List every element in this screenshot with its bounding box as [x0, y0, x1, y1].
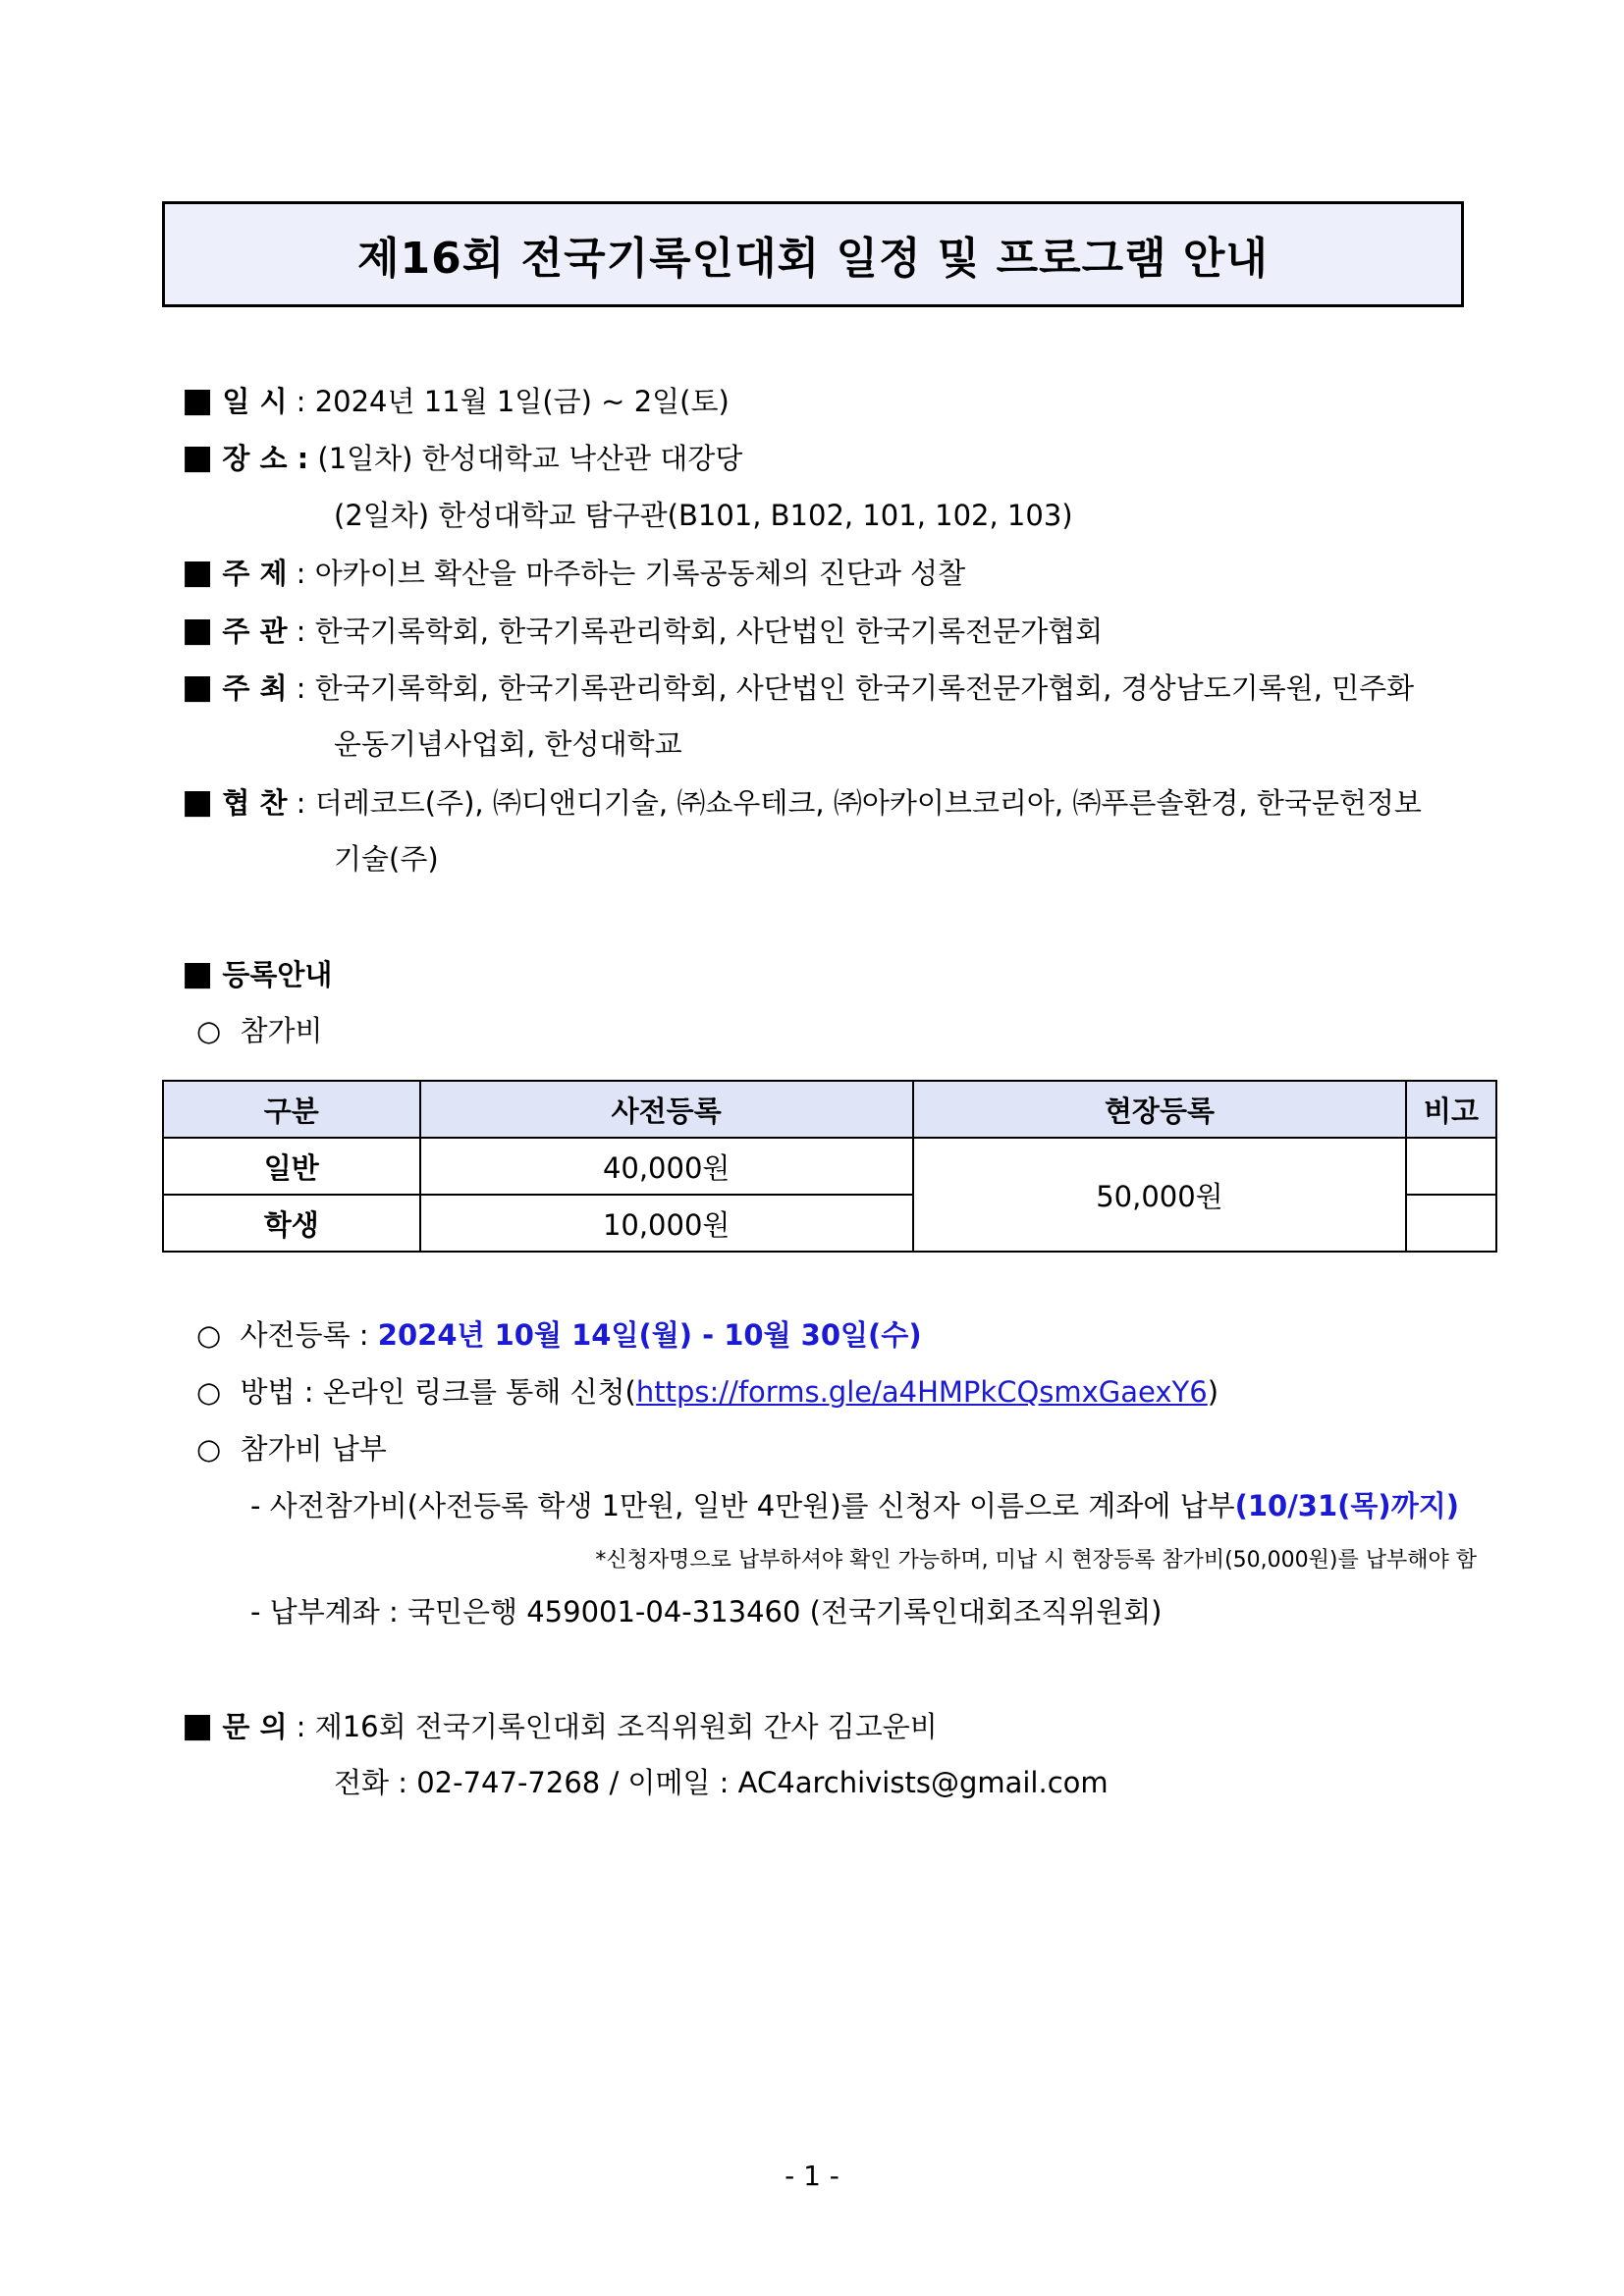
- table-row: [163, 1138, 1496, 1195]
- fee-table: [162, 1080, 1497, 1253]
- info-organizer: ■ 주 관 : 한국기록학회, 한국기록관리학회, 사단법인 한국기록전문가협회: [182, 611, 1104, 650]
- square-bullet: ■: [182, 1706, 214, 1745]
- contact-line: ■ 문 의 : 제16회 전국기록인대회 조직위원회 간사 김고운비: [182, 1706, 938, 1745]
- square-bullet: ■: [182, 667, 214, 707]
- row-category: 일반: [163, 1138, 420, 1195]
- payment-deadline: (10/31(목)까지): [1234, 1489, 1459, 1522]
- sponsor-label: 협 찬: [222, 786, 288, 820]
- venue-value-1: (1일차) 한성대학교 낙산관 대강당: [317, 442, 743, 475]
- theme-value: 아카이브 확산을 마주하는 기록공동체의 진단과 성찰: [314, 557, 966, 590]
- method-close: ): [1207, 1375, 1219, 1409]
- date-value: 2024년 11월 1일(금) ~ 2일(토): [314, 385, 730, 418]
- page-number: - 1 -: [785, 2160, 839, 2192]
- row-note: [1406, 1138, 1496, 1195]
- title-box: [162, 201, 1464, 307]
- info-sponsor: ■ 협 찬 : 더레코드(주), ㈜디앤디기술, ㈜쇼우테크, ㈜아카이브코리아, ㈜푸른솔환경, 한국문헌정보: [182, 782, 1422, 822]
- header-note: 비고: [1406, 1081, 1496, 1138]
- info-host: ■ 주 최 : 한국기록학회, 한국기록관리학회, 사단법인 한국기록전문가협회, 경상남도기록원, 민주화: [182, 667, 1415, 707]
- row-pre-fee: 40,000원: [420, 1138, 913, 1195]
- square-bullet: ■: [182, 438, 214, 477]
- fee-table-header: [163, 1081, 1496, 1138]
- method-line: [196, 1372, 1218, 1412]
- row-note: [1406, 1195, 1496, 1252]
- circle-bullet: ○: [196, 1014, 222, 1047]
- row-pre-fee: 10,000원: [420, 1195, 913, 1252]
- circle-bullet: ○: [196, 1318, 222, 1352]
- pre-registration-label: 사전등록 :: [240, 1318, 369, 1352]
- sponsor-value-2: 기술(주): [334, 842, 439, 876]
- venue-label: 장 소 :: [222, 442, 309, 475]
- payment-heading: [196, 1429, 387, 1468]
- info-theme: ■ 주 제 : 아카이브 확산을 마주하는 기록공동체의 진단과 성찰: [182, 553, 966, 592]
- circle-bullet: ○: [196, 1375, 222, 1409]
- payment-text: - 사전참가비(사전등록 학생 1만원, 일반 4만원)를 신청자 이름으로 계좌에 납부: [250, 1489, 1235, 1522]
- square-bullet: ■: [182, 381, 214, 420]
- square-bullet: ■: [182, 954, 214, 993]
- registration-heading: [182, 954, 332, 994]
- fee-heading: [196, 1011, 323, 1050]
- theme-label: 주 제: [222, 557, 288, 590]
- row-category: 학생: [163, 1195, 420, 1252]
- host-label: 주 최: [222, 671, 288, 705]
- pre-registration-line: [196, 1315, 922, 1355]
- contact-value-2: 전화 : 02-747-7268 / 이메일 : AC4archivists@gmail.com: [334, 1766, 1109, 1799]
- registration-link[interactable]: https://forms.gle/a4HMPkCQsmxGaexY6: [635, 1375, 1208, 1409]
- header-category: 구분: [163, 1081, 420, 1138]
- square-bullet: ■: [182, 782, 214, 822]
- venue-value-2: (2일차) 한성대학교 탐구관(B101, B102, 101, 102, 103): [334, 499, 1073, 532]
- account-line: - 납부계좌 : 국민은행 459001-04-313460 (전국기록인대회조직위원회): [250, 1595, 1163, 1629]
- host-value-2: 운동기념사업회, 한성대학교: [334, 727, 682, 761]
- pre-registration-period: 2024년 10월 14일(월) - 10월 30일(수): [377, 1318, 922, 1352]
- payment-line: [250, 1486, 1459, 1525]
- square-bullet: ■: [182, 611, 214, 650]
- date-label: 일 시: [222, 385, 288, 418]
- organizer-value: 한국기록학회, 한국기록관리학회, 사단법인 한국기록전문가협회: [314, 614, 1104, 648]
- sponsor-value-1: 더레코드(주), ㈜디앤디기술, ㈜쇼우테크, ㈜아카이브코리아, ㈜푸른솔환경, 한국문헌정보: [314, 786, 1422, 820]
- header-onsite: 현장등록: [913, 1081, 1406, 1138]
- onsite-fee: 50,000원: [913, 1138, 1406, 1252]
- contact-label: 문 의: [222, 1710, 288, 1743]
- info-date: ■ 일 시 : 2024년 11월 1일(금) ~ 2일(토): [182, 381, 730, 420]
- payment-heading-text: 참가비 납부: [240, 1432, 387, 1466]
- method-label: 방법 : 온라인 링크를 통해 신청(: [240, 1375, 636, 1409]
- fee-heading-text: 참가비: [240, 1014, 323, 1047]
- registration-heading-text: 등록안내: [222, 958, 333, 991]
- payment-note: *신청자명으로 납부하셔야 확인 가능하며, 미납 시 현장등록 참가비(50,000원)를 납부해야 함: [595, 1548, 1477, 1573]
- info-venue: [182, 438, 742, 478]
- circle-bullet: ○: [196, 1432, 222, 1466]
- page-title: 제16회 전국기록인대회 일정 및 프로그램 안내: [357, 234, 1269, 284]
- square-bullet: ■: [182, 553, 214, 592]
- organizer-label: 주 관: [222, 614, 288, 648]
- host-value-1: 한국기록학회, 한국기록관리학회, 사단법인 한국기록전문가협회, 경상남도기록원, 민주화: [314, 671, 1415, 705]
- header-pre: 사전등록: [420, 1081, 913, 1138]
- contact-value-1: 제16회 전국기록인대회 조직위원회 간사 김고운비: [314, 1710, 938, 1743]
